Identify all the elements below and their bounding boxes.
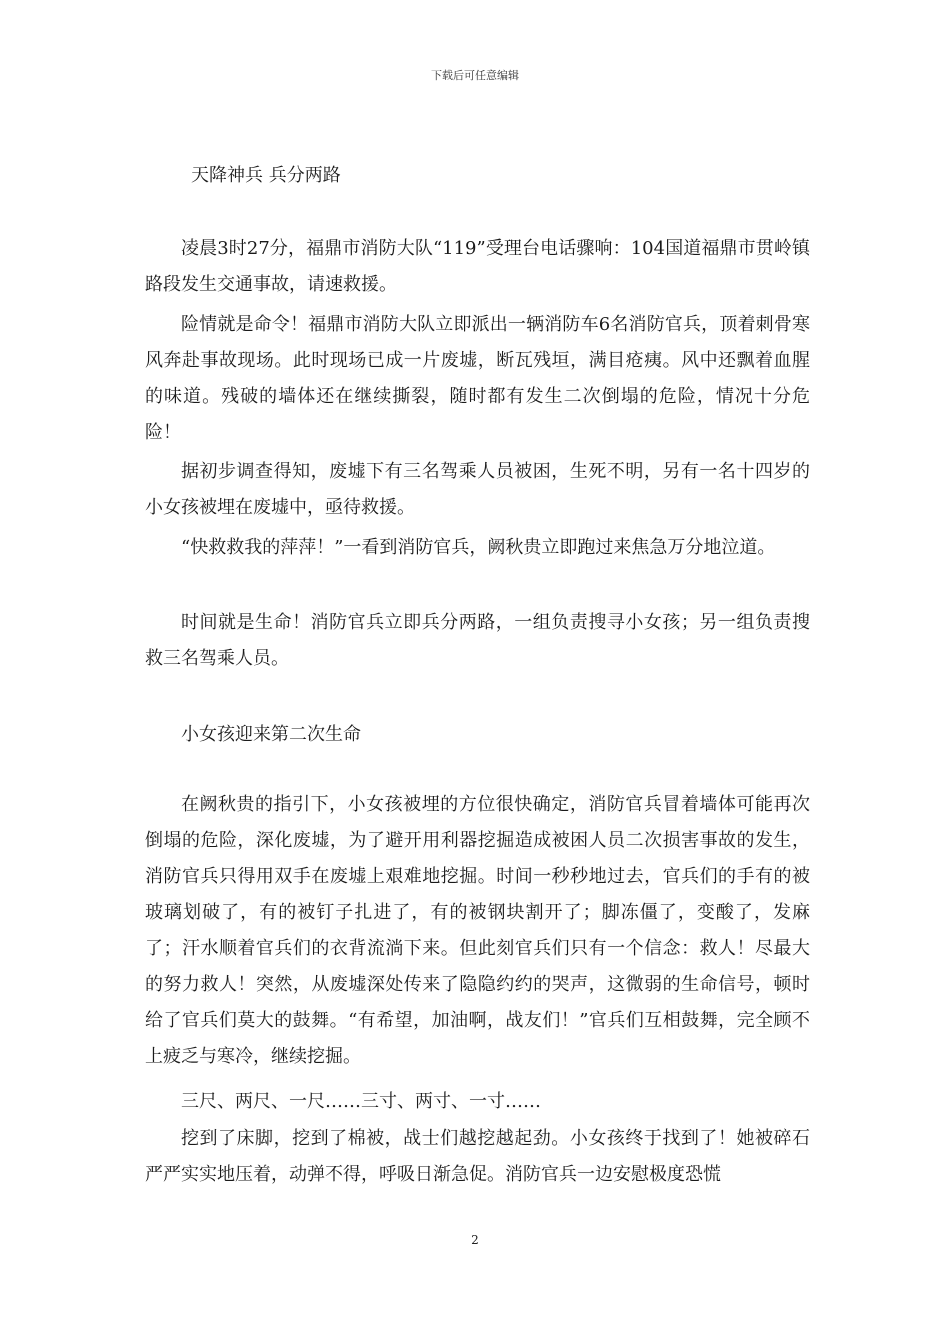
page-header-note: 下载后可任意编辑	[431, 69, 519, 82]
body-paragraph: 时间就是生命！消防官兵立即兵分两路，一组负责搜寻小女孩；另一组负责搜救三名驾乘人员。	[145, 612, 810, 669]
body-paragraph: 据初步调查得知，废墟下有三名驾乘人员被困，生死不明，另有一名十四岁的小女孩被埋在废墟中，亟待救援。	[145, 461, 810, 518]
body-paragraph: “快救救我的萍萍！”一看到消防官兵，阙秋贵立即跑过来焦急万分地泣道。	[181, 537, 776, 558]
body-paragraph: 险情就是命令！福鼎市消防大队立即派出一辆消防车6名消防官兵，顶着刺骨寒风奔赴事故现场。此时现场已成一片废墟，断瓦残垣，满目疮痍。风中还飘着血腥的味道。残破的墙体还在继续撕裂，随时都有发生二次倒塌的危险，情况十分危险！	[145, 314, 810, 443]
body-paragraph: 凌晨3时27分，福鼎市消防大队“119”受理台电话骤响：104国道福鼎市贯岭镇路段发生交通事故，请速救援。	[145, 238, 810, 295]
body-paragraph: 在阙秋贵的指引下，小女孩被埋的方位很快确定，消防官兵冒着墙体可能再次倒塌的危险，深化废墟，为了避开用利器挖掘造成被困人员二次损害事故的发生，消防官兵只得用双手在废墟上艰难地挖掘。时间一秒秒地过去，官兵们的手有的被玻璃划破了，有的被钉子扎进了，有的被钢块割开了；脚冻僵了，变酸了，发麻了；汗水顺着官兵们的衣背流淌下来。但此刻官兵们只有一个信念：救人！尽最大的努力救人！突然，从废墟深处传来了隐隐约约的哭声，这微弱的生命信号，顿时给了官兵们莫大的鼓舞。“有希望，加油啊，战友们！”官兵们互相鼓舞，完全顾不上疲乏与寒冷，继续挖掘。	[145, 794, 810, 1067]
body-paragraph: 三尺、两尺、一尺……三寸、两寸、一寸……	[181, 1091, 541, 1112]
page-number: 2	[471, 1233, 479, 1247]
body-paragraph: 挖到了床脚，挖到了棉被，战士们越挖越起劲。小女孩终于找到了！她被碎石严严实实地压着，动弹不得，呼吸日渐急促。消防官兵一边安慰极度恐慌	[145, 1128, 810, 1185]
section-heading: 天降神兵 兵分两路	[191, 165, 341, 186]
section-heading: 小女孩迎来第二次生命	[181, 724, 361, 745]
